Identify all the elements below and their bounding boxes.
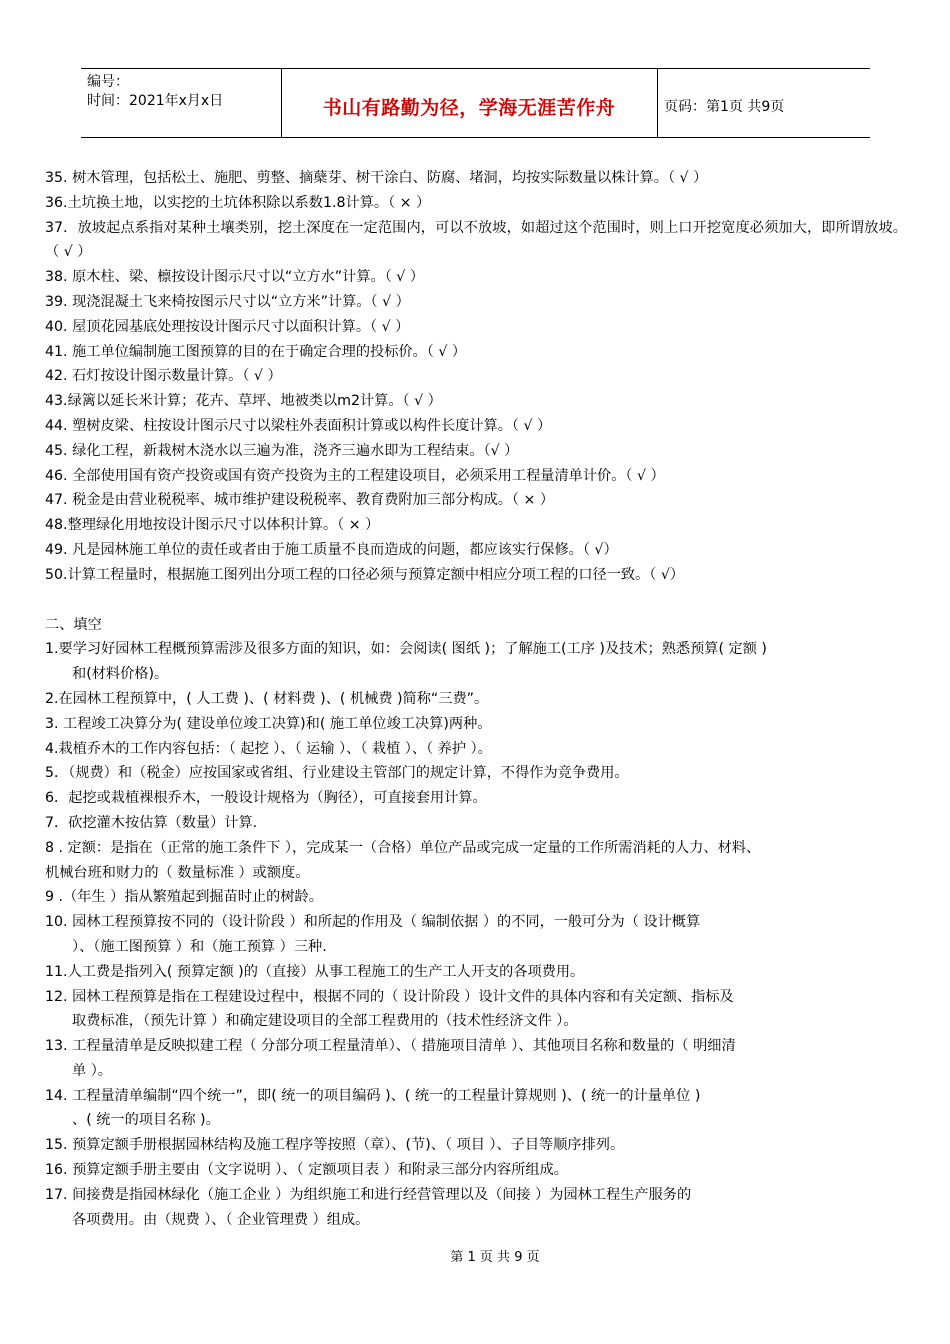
document-body — [45, 166, 907, 1232]
fill-line: 2.在园林工程预算中，( 人工费 )、( 材料费 )、( 机械费 )简称“三费”。 — [45, 690, 489, 707]
fill-line: 、( 统一的项目名称 )。 — [72, 1112, 220, 1129]
fill-line: 各项费用。由（规费 ）、（ 企业管理费 ）组成。 — [72, 1211, 370, 1228]
header-page-info: 页码：第1页 共9页 — [664, 99, 785, 115]
fill-line: 8 . 定额：是指在（正常的施工条件下 ），完成某一（合格）单位产品或完成一定量的工作所需消耗的人力、材料、 — [45, 839, 761, 856]
fill-line: 10. 园林工程预算按不同的（设计阶段 ）和所起的作用及（ 编制依据 ）的不同，一般可分为（ 设计概算 — [45, 914, 701, 931]
fill-line: 6．起挖或栽植裸根乔木，一般设计规格为（胸径），可直接套用计算。 — [45, 790, 487, 807]
fill-line: 15. 预算定额手册根据园林结构及施工程序等按照（章）、(节)、（ 项目 ）、子目等顺序排列。 — [45, 1137, 625, 1154]
page-footer: 第 1 页 共 9 页 — [450, 1250, 540, 1265]
fill-line: 13. 工程量清单是反映拟建工程（ 分部分项工程量清单）、（ 措施项目清单 ）、其他项目名称和数量的（ 明细清 — [45, 1038, 736, 1055]
page-header — [81, 68, 870, 138]
judge-item: 37．放坡起点系指对某种土壤类别，挖土深度在一定范围内，可以不放坡，如超过这个范围时，则上口开挖宽度必须加大，即所谓放坡。（ √ ） — [45, 219, 907, 261]
fill-line: 和(材料价格)。 — [72, 666, 169, 683]
header-motto: 书山有路勤为径，学海无涯苦作舟 — [322, 97, 616, 119]
fill-line: 1.要学习好园林工程概预算需涉及很多方面的知识，如：会阅读( 图纸 )；了解施工(工序 )及技术；熟悉预算( 定额 ) — [45, 641, 767, 658]
fill-line: 16. 预算定额手册主要由（文字说明 ）、（ 定额项目表 ）和附录三部分内容所组成。 — [45, 1162, 568, 1179]
number-label: 编号： — [87, 74, 129, 90]
time-label: 时间：2021年x月x日 — [87, 93, 224, 109]
judge-item: 41. 施工单位编制施工图预算的目的在于确定合理的投标价。（ √ ） — [45, 343, 467, 360]
fill-line: 7．砍挖灌木按估算（数量）计算. — [45, 814, 258, 831]
fill-line: 机械台班和财力的（ 数量标准 ）或额度。 — [45, 864, 310, 881]
fill-line: 单 ）。 — [72, 1062, 112, 1079]
fill-line: 3. 工程竣工决算分为( 建设单位竣工决算)和( 施工单位竣工决算)两种。 — [45, 715, 492, 732]
section-title: 二、填空 — [45, 616, 102, 633]
fill-line: 14. 工程量清单编制“四个统一”，即( 统一的项目编码 )、( 统一的工程量计算规则 )、( 统一的计量单位 ) — [45, 1087, 701, 1104]
judge-item: 48.整理绿化用地按设计图示尺寸以体积计算。（ × ） — [45, 517, 380, 534]
judge-item: 49. 凡是园林施工单位的责任或者由于施工质量不良而造成的问题，都应该实行保修。（ √） — [45, 541, 618, 558]
judge-item: 47. 税金是由营业税税率、城市维护建设税税率、教育费附加三部分构成。（ × ） — [45, 492, 555, 509]
judge-item: 36.土坑换土地，以实挖的土坑体积除以系数1.8计算。（ × ） — [45, 194, 431, 211]
judge-item: 42. 石灯按设计图示数量计算。（ √ ） — [45, 368, 282, 385]
judge-item: 39. 现浇混凝土飞来椅按图示尺寸以“立方米”计算。（ √ ） — [45, 293, 410, 310]
judge-item: 40. 屋顶花园基底处理按设计图示尺寸以面积计算。（ √ ） — [45, 318, 410, 335]
judge-item: 50.计算工程量时，根据施工图列出分项工程的口径必须与预算定额中相应分项工程的口径一致。（ √） — [45, 566, 685, 583]
judge-item: 46. 全部使用国有资产投资或国有资产投资为主的工程建设项目，必须采用工程量清单计价。（ √ ） — [45, 467, 665, 484]
fill-line: 取费标准，（预先计算 ）和确定建设项目的全部工程费用的（技术性经济文件 ）。 — [72, 1013, 578, 1030]
fill-line: 4.栽植乔木的工作内容包括：（ 起挖 ）、（ 运输 ）、（ 栽植 ）、（ 养护 ）。 — [45, 740, 492, 757]
judge-item: 43.绿篱以延长米计算；花卉、草坪、地被类以m2计算。（ √ ） — [45, 393, 442, 410]
fill-line: 9 .（年生 ）指从繁殖起到掘苗时止的树龄。 — [45, 889, 323, 906]
header-divider — [657, 69, 658, 137]
fill-line: 12. 园林工程预算是指在工程建设过程中，根据不同的（ 设计阶段 ）设计文件的具体内容和有关定额、指标及 — [45, 988, 734, 1005]
header-meta — [87, 73, 282, 111]
judge-item: 44. 塑树皮梁、柱按设计图示尺寸以梁柱外表面积计算或以构件长度计算。（ √ ） — [45, 417, 552, 434]
fill-line: 17. 间接费是指园林绿化（施工企业 ）为组织施工和进行经营管理以及（间接 ）为园林工程生产服务的 — [45, 1186, 692, 1203]
fill-line: 5．（规费）和（税金）应按国家或省组、行业建设主管部门的规定计算，不得作为竞争费用。 — [45, 765, 629, 782]
judge-item: 35. 树木管理，包括松土、施肥、剪整、摘蘖芽、树干涂白、防腐、堵洞，均按实际数量以株计算。（ √ ） — [45, 170, 708, 186]
section-gap — [45, 588, 907, 613]
judge-item: 45. 绿化工程，新栽树木浇水以三遍为准，浇齐三遍水即为工程结束。（√ ） — [45, 442, 519, 459]
fill-line: 11.人工费是指列入( 预算定额 )的（直接）从事工程施工的生产工人开支的各项费用。 — [45, 963, 585, 980]
fill-line: ）、（施工图预算 ）和（施工预算 ）三种. — [72, 938, 327, 955]
judge-item: 38. 原木柱、梁、檩按设计图示尺寸以“立方水”计算。（ √ ） — [45, 269, 425, 286]
